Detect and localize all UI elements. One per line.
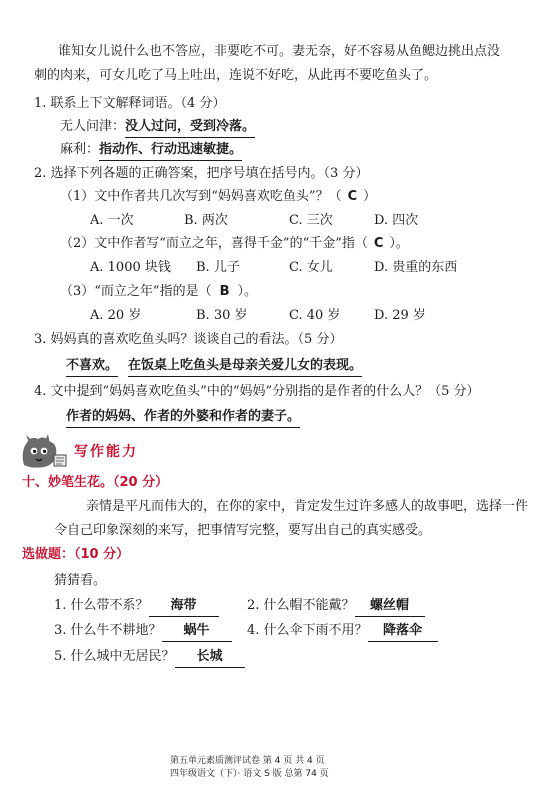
mascot-icon [18, 433, 72, 471]
passage-line-2: 刺的肉来，可女儿吃了马上吐出，连说不好吃，从此再不要吃鱼头了。 [34, 68, 438, 83]
riddle-4-answer: 降落伞 [368, 622, 438, 642]
q2-sub-3-answer: B [219, 284, 230, 299]
guess-label: 猜猜看。 [54, 573, 107, 588]
q1-answer-a-row [60, 118, 255, 138]
q2-sub-1-answer: C [347, 189, 358, 204]
q1-term-a: 无人问津： [60, 119, 126, 134]
q2-sub-1-option-b: B. 两次 [184, 213, 228, 228]
question-1-label: 1. 联系上下文解释词语。（4 分） [34, 96, 226, 111]
riddle-1-question: 1. 什么带不系？ [54, 598, 149, 613]
riddle-2 [247, 597, 425, 617]
q1-answer-b-row [60, 141, 242, 161]
riddle-3-answer: 蜗牛 [162, 622, 232, 642]
footer-line-2: 四年级语文（下）· 语文 S 版 总第 74 页 [170, 769, 329, 779]
q2-sub-1-option-c: C. 三次 [289, 213, 333, 228]
q1-answer-b: 指动作、行动迅速敏捷。 [99, 141, 242, 161]
riddle-5-question: 5. 什么城中无居民？ [54, 649, 175, 664]
question-4-label: 4. 文中提到“妈妈喜欢吃鱼头”中的“妈妈”分别指的是作者的什么人？（5 分） [34, 384, 480, 399]
question-3-label: 3. 妈妈真的喜欢吃鱼头吗？谈谈自己的看法。（5 分） [34, 332, 343, 347]
q2-sub-1 [60, 188, 376, 206]
writing-intro-line-1: 亲情是平凡而伟大的，在你的家中，肯定发生过许多感人的故事吧，选择一件 [86, 499, 529, 514]
q1-term-b: 麻利： [60, 142, 100, 157]
question-2-label: 2. 选择下列各题的正确答案，把序号填在括号内。（3 分） [34, 166, 369, 181]
section-10-heading: 十、妙笔生花。（20 分） [22, 475, 169, 490]
q2-sub-1-option-a: A. 一次 [90, 213, 134, 228]
q2-sub-2-option-b: B. 儿子 [196, 260, 240, 275]
q2-sub-2-close: ）。 [389, 236, 409, 251]
q4-answer: 作者的妈妈、作者的外婆和作者的妻子。 [66, 408, 300, 428]
q2-sub-3-option-a: A. 20 岁 [90, 308, 142, 323]
q2-sub-3 [60, 283, 257, 301]
q2-sub-3-close: ）。 [237, 284, 258, 299]
q2-sub-3-text: （3）“而立之年”指的是（ [60, 284, 212, 299]
writing-banner: 写作能力 [74, 444, 138, 460]
q2-sub-2-option-c: C. 女儿 [289, 260, 333, 275]
riddle-2-question: 2. 什么帽不能戴？ [247, 598, 355, 613]
q1-answer-a: 没人过问，受到冷落。 [125, 118, 255, 138]
riddle-4 [247, 622, 438, 642]
q2-sub-1-text: （1）文中作者共几次写到“妈妈喜欢吃鱼头”？（ [60, 189, 342, 204]
q2-sub-1-option-d: D. 四次 [374, 213, 419, 228]
q3-answer-row [66, 357, 362, 377]
q2-sub-1-close: ） [363, 189, 377, 204]
q3-answer-a: 不喜欢。 [66, 357, 118, 377]
riddle-3 [54, 622, 232, 642]
riddle-2-answer: 螺丝帽 [355, 597, 425, 617]
footer-line-1: 第五单元素质测评试卷 第 4 页 共 4 页 [170, 756, 325, 766]
riddle-3-question: 3. 什么牛不耕地？ [54, 623, 162, 638]
q2-sub-2-option-d: D. 贵重的东西 [374, 260, 458, 275]
optional-heading: 选做题：（10 分） [22, 547, 130, 562]
q2-sub-2-answer: C [373, 236, 384, 251]
q3-answer-b: 在饭桌上吃鱼头是母亲关爱儿女的表现。 [128, 357, 362, 377]
q2-sub-3-option-d: D. 29 岁 [374, 308, 426, 323]
q2-sub-3-option-b: B. 30 岁 [196, 308, 248, 323]
riddle-5-answer: 长城 [175, 648, 245, 668]
q2-sub-3-option-c: C. 40 岁 [289, 308, 341, 323]
q2-sub-2 [60, 235, 409, 253]
q2-sub-2-text: （2）文中作者写“而立之年，喜得千金”的“千金”指（ [60, 236, 368, 251]
writing-intro-line-2: 令自己印象深刻的来写，把事情写完整，要写出自己的真实感受。 [54, 523, 432, 538]
riddle-1 [54, 597, 219, 617]
q4-answer-row [66, 408, 300, 428]
riddle-4-question: 4. 什么伞下雨不用？ [247, 623, 368, 638]
riddle-1-answer: 海带 [149, 597, 219, 617]
passage-line-1: 谁知女儿说什么也不答应，非要吃不可。妻无奈，好不容易从鱼鳃边挑出点没 [58, 44, 501, 59]
q2-sub-2-option-a: A. 1000 块钱 [90, 260, 171, 275]
riddle-5 [54, 648, 245, 668]
